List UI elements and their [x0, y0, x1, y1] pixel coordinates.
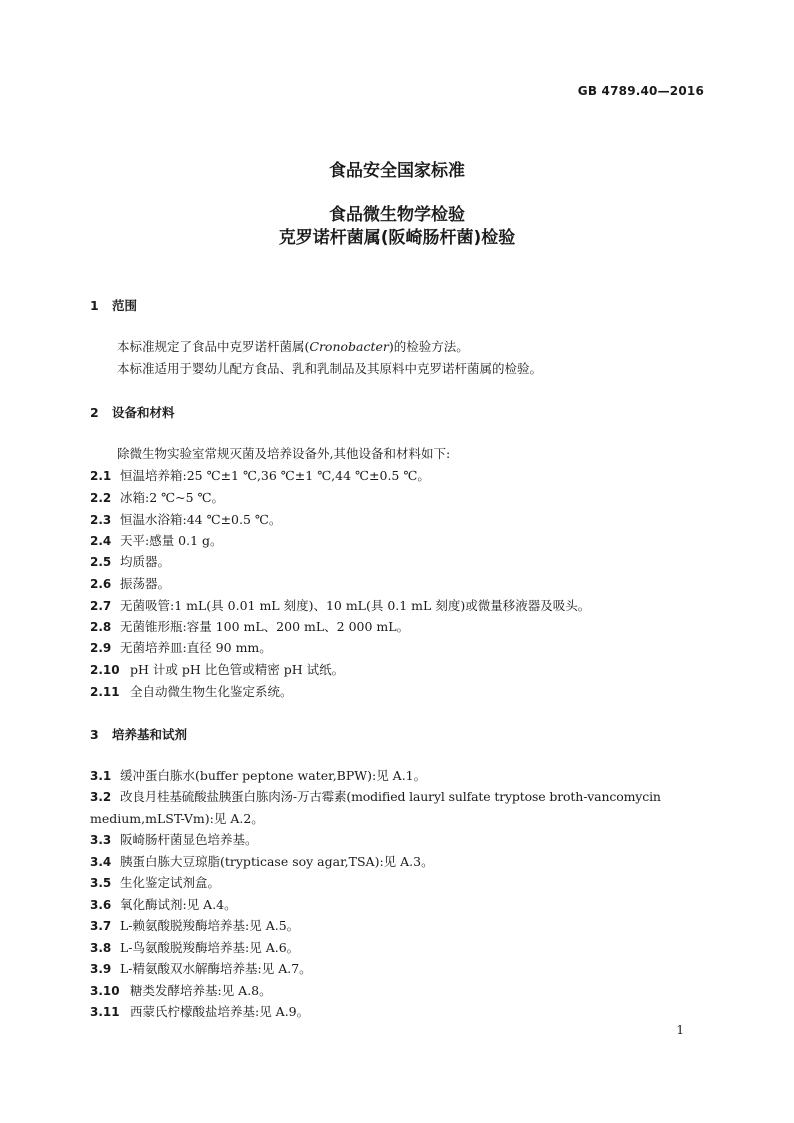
document-title-main: 食品安全国家标准 — [329, 161, 465, 181]
section-title: 设备和材料 — [112, 405, 175, 420]
item-text: 改良月桂基硫酸盐胰蛋白胨肉汤-万古霉素(modified lauryl sulfate tryptose broth-vancomycin — [120, 789, 661, 804]
list-item — [90, 617, 409, 635]
section-1-paragraph-2: 本标准适用于婴幼儿配方食品、乳和乳制品及其原料中克罗诺杆菌属的检验。 — [117, 361, 543, 376]
item-text: 恒温培养箱:25 ℃±1 ℃,36 ℃±1 ℃,44 ℃±0.5 ℃。 — [120, 468, 430, 483]
section-2-intro: 除微生物实验室常规灭菌及培养设备外,其他设备和材料如下: — [117, 446, 451, 461]
item-text: 振荡器。 — [120, 576, 171, 591]
item-text: 氧化酶试剂:见 A.4。 — [120, 897, 237, 912]
list-item — [90, 766, 426, 784]
item-number: 2.5 — [90, 555, 112, 569]
document-title-sub: 食品微生物学检验 — [329, 205, 465, 225]
list-item — [90, 488, 224, 506]
item-number: 2.2 — [90, 491, 112, 505]
item-number: 3.3 — [90, 833, 112, 847]
item-text: L-精氨酸双水解酶培养基:见 A.7。 — [120, 961, 312, 976]
list-item — [90, 916, 299, 934]
item-text: 阪崎肠杆菌显色培养基。 — [120, 832, 258, 847]
section-title: 培养基和试剂 — [112, 727, 188, 742]
list-item — [90, 466, 430, 484]
list-item — [90, 660, 344, 678]
paragraph-text: )的检验方法。 — [388, 339, 469, 354]
item-text: 天平:感量 0.1 g。 — [120, 533, 223, 548]
list-item — [90, 852, 434, 870]
item-text: L-赖氨酸脱羧酶培养基:见 A.5。 — [120, 918, 300, 933]
item-number: 2.1 — [90, 469, 112, 483]
item-text: 恒温水浴箱:44 ℃±0.5 ℃。 — [120, 512, 282, 527]
section-title: 范围 — [112, 298, 138, 313]
list-item — [90, 552, 170, 570]
item-text: 糖类发酵培养基:见 A.8。 — [130, 983, 272, 998]
item-text: 西蒙氏柠檬酸盐培养基:见 A.9。 — [130, 1004, 310, 1019]
item-number: 3.10 — [90, 984, 120, 998]
list-item-continuation: medium,mLST-Vm):见 A.2。 — [90, 811, 264, 826]
item-text: 胰蛋白胨大豆琼脂(trypticase soy agar,TSA):见 A.3。 — [120, 854, 434, 869]
section-number: 2 — [90, 405, 99, 420]
list-item — [90, 830, 258, 848]
item-number: 3.5 — [90, 876, 112, 890]
item-number: 2.3 — [90, 513, 112, 527]
item-number: 2.11 — [90, 685, 120, 699]
list-item — [90, 1002, 309, 1020]
item-number: 3.2 — [90, 790, 112, 804]
list-item — [90, 895, 237, 913]
list-item — [90, 574, 170, 592]
item-number: 3.6 — [90, 898, 112, 912]
section-3-heading — [90, 725, 187, 743]
list-item — [90, 981, 272, 999]
list-item — [90, 682, 293, 700]
section-number: 1 — [90, 298, 99, 313]
item-number: 3.11 — [90, 1005, 120, 1019]
item-text: 冰箱:2 ℃~5 ℃。 — [120, 490, 225, 505]
section-2-heading — [90, 403, 175, 421]
document-title-topic: 克罗诺杆菌属(阪崎肠杆菌)检验 — [278, 228, 516, 248]
list-item — [90, 787, 661, 805]
item-text: 全自动微生物生化鉴定系统。 — [130, 684, 293, 699]
list-item — [90, 531, 223, 549]
item-number: 2.4 — [90, 534, 112, 548]
page-number: 1 — [676, 1023, 684, 1037]
list-item — [90, 638, 272, 656]
item-text: pH 计或 pH 比色管或精密 pH 试纸。 — [130, 662, 345, 677]
item-number: 3.1 — [90, 769, 112, 783]
standard-code: GB 4789.40—2016 — [577, 84, 704, 98]
item-text: 生化鉴定试剂盒。 — [120, 875, 221, 890]
item-text: 无菌吸管:1 mL(具 0.01 mL 刻度)、10 mL(具 0.1 mL 刻度)或微量移液器及吸头。 — [120, 598, 591, 613]
item-text: L-鸟氨酸脱羧酶培养基:见 A.6。 — [120, 940, 300, 955]
item-number: 2.10 — [90, 663, 120, 677]
genus-name: Cronobacter — [309, 339, 389, 354]
item-number: 2.9 — [90, 641, 112, 655]
item-text: 缓冲蛋白胨水(buffer peptone water,BPW):见 A.1。 — [120, 768, 427, 783]
item-text: 无菌培养皿:直径 90 mm。 — [120, 640, 272, 655]
list-item — [90, 938, 299, 956]
item-number: 2.7 — [90, 599, 112, 613]
list-item — [90, 510, 281, 528]
section-number: 3 — [90, 727, 99, 742]
item-text: 无菌锥形瓶:容量 100 mL、200 mL、2 000 mL。 — [120, 619, 410, 634]
section-1-heading — [90, 296, 137, 314]
list-item — [90, 873, 220, 891]
item-number: 2.6 — [90, 577, 112, 591]
list-item — [90, 959, 312, 977]
item-text: 均质器。 — [120, 554, 171, 569]
list-item — [90, 596, 590, 614]
paragraph-text: 本标准规定了食品中克罗诺杆菌属( — [117, 339, 310, 354]
section-1-paragraph-1 — [117, 337, 469, 355]
item-number: 3.9 — [90, 962, 112, 976]
item-number: 3.4 — [90, 855, 112, 869]
item-number: 3.7 — [90, 919, 112, 933]
item-number: 3.8 — [90, 941, 112, 955]
item-number: 2.8 — [90, 620, 112, 634]
